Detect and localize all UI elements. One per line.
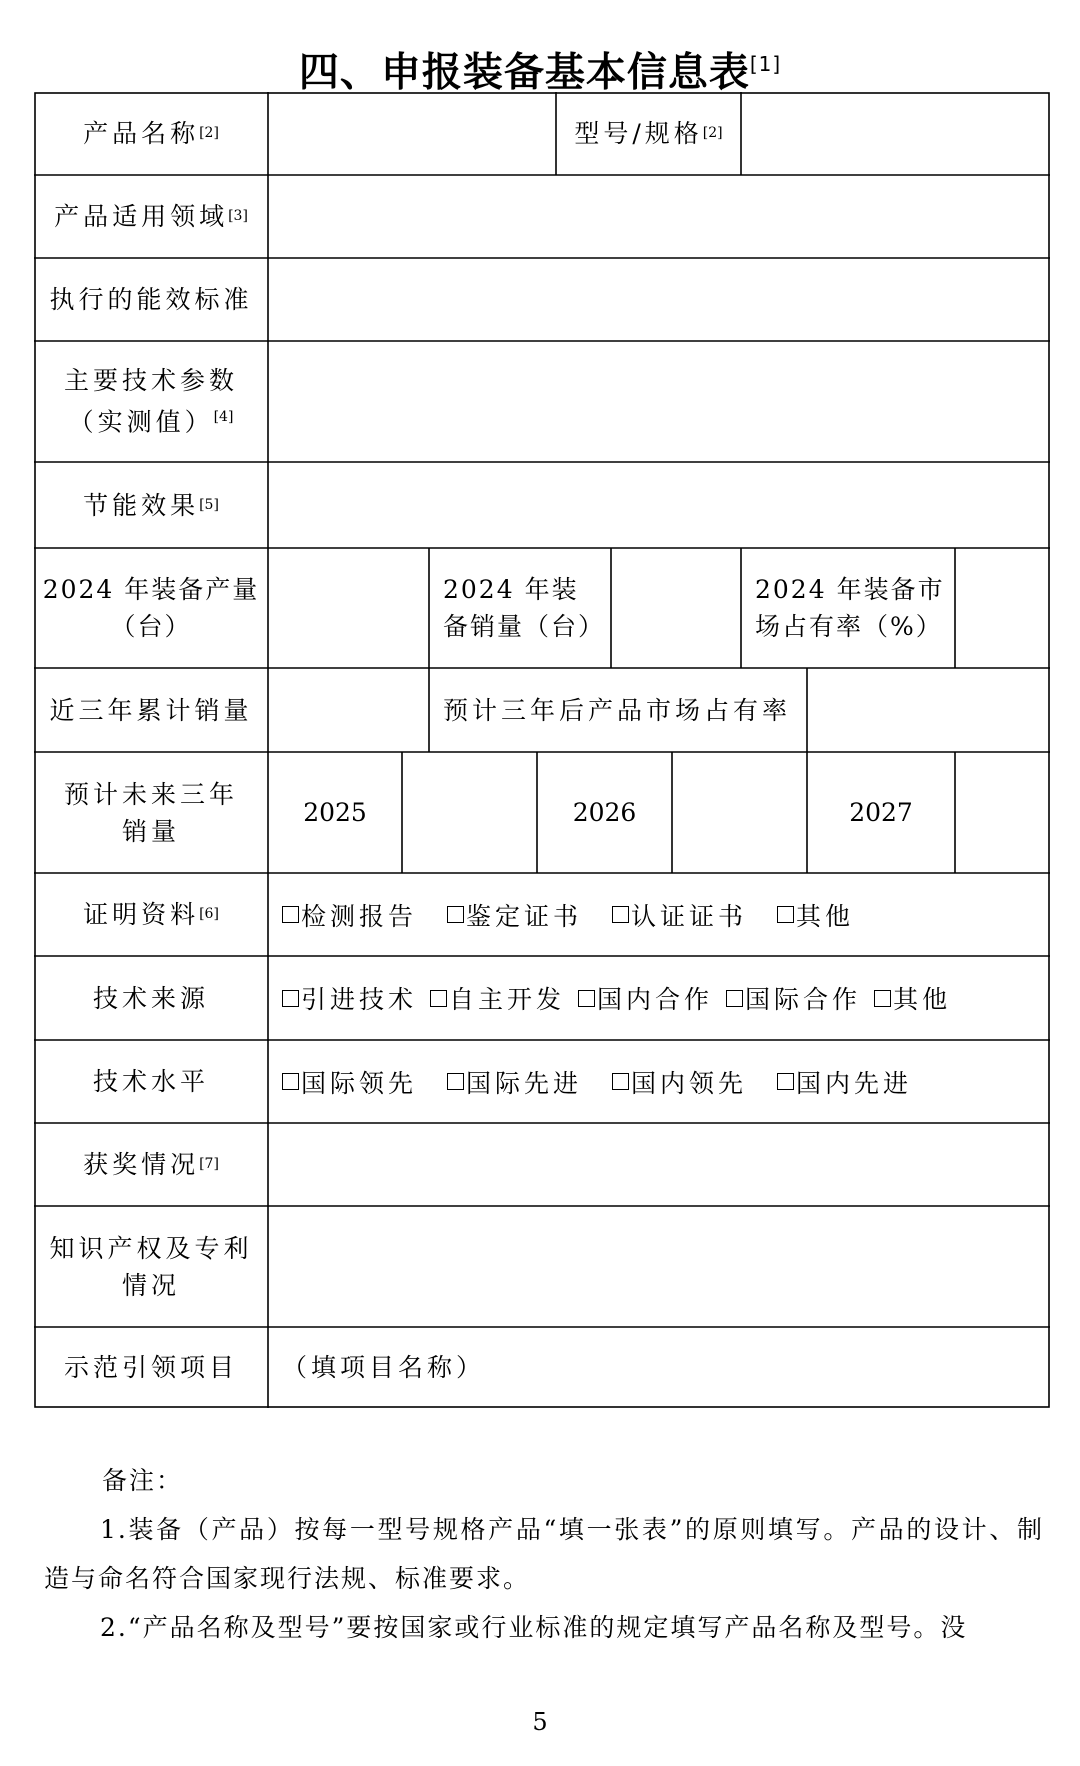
option-label: 认证证书 — [631, 901, 748, 931]
option-certification[interactable] — [612, 897, 747, 933]
tech-params-field[interactable] — [268, 341, 1050, 462]
option-label: 国内领先 — [631, 1068, 748, 1098]
demo-project-label: 示范引领项目 — [63, 1353, 238, 1382]
option-label: 检测报告 — [301, 901, 418, 931]
checkbox-icon[interactable] — [726, 990, 743, 1007]
forecast-share-label: 预计三年后产品市场占有率 — [443, 695, 792, 725]
notes-section — [44, 1456, 1044, 1652]
option-label: 其他 — [796, 901, 855, 931]
ip-patents-field[interactable] — [268, 1206, 1050, 1327]
certificates-label-text: 证明资料 — [83, 900, 200, 929]
product-name-footnote-ref: [2] — [199, 125, 219, 141]
notes-heading: 备注： — [102, 1466, 184, 1495]
tech-source-label: 技术来源 — [92, 983, 209, 1013]
checkbox-icon[interactable] — [578, 990, 595, 1007]
option-label: 其他 — [893, 985, 952, 1014]
sales-2027-field[interactable] — [955, 752, 1050, 873]
sales-2025-field[interactable] — [402, 752, 537, 873]
option-label: 国际先进 — [466, 1068, 583, 1098]
option-label: 国际领先 — [301, 1068, 418, 1098]
awards-label-text: 获奖情况 — [83, 1150, 200, 1179]
checkbox-icon[interactable] — [777, 906, 794, 923]
checkbox-icon[interactable] — [777, 1073, 794, 1090]
application-field-label-text: 产品适用领域 — [54, 202, 229, 231]
checkbox-icon[interactable] — [447, 906, 464, 923]
checkbox-icon[interactable] — [282, 990, 299, 1007]
energy-saving-label — [34, 462, 268, 548]
application-field-label — [34, 175, 268, 258]
title-text: 四、申报装备基本信息表 — [298, 49, 750, 96]
year-2026-label: 2026 — [572, 798, 637, 827]
market-share-2024-field[interactable] — [955, 548, 1050, 668]
efficiency-standard-field[interactable] — [268, 258, 1050, 341]
checkbox-icon[interactable] — [282, 1073, 299, 1090]
output-2024-label: 2024 年装备产量（台） — [42, 575, 260, 641]
checkbox-icon[interactable] — [447, 1073, 464, 1090]
option-label: 国际合作 — [745, 985, 862, 1014]
checkbox-icon[interactable] — [612, 1073, 629, 1090]
future-sales-label: 预计未来三年销量 — [63, 779, 238, 846]
option-other[interactable] — [777, 897, 854, 933]
cumulative-sales-field[interactable] — [268, 668, 429, 752]
forecast-share-field[interactable] — [807, 668, 1050, 752]
certificates-footnote-ref: [6] — [199, 906, 219, 922]
tech-params-label — [58, 341, 244, 462]
option-intl-leading[interactable] — [282, 1064, 417, 1100]
checkbox-icon[interactable] — [612, 906, 629, 923]
title-footnote-ref: [1] — [749, 52, 782, 76]
application-field-input[interactable] — [268, 175, 1050, 258]
tech-source-options — [282, 956, 951, 1040]
model-spec-label-text: 型号/规格 — [574, 119, 703, 148]
product-name-label — [34, 92, 268, 175]
year-2025-label: 2025 — [303, 798, 367, 827]
option-label: 国内先进 — [796, 1068, 913, 1098]
awards-footnote-ref: [7] — [199, 1156, 219, 1172]
tech-level-options — [282, 1040, 912, 1123]
tech-level-label: 技术水平 — [92, 1067, 209, 1096]
page-number: 5 — [532, 1708, 548, 1736]
option-label: 自主开发 — [449, 985, 566, 1014]
sales-2024-field[interactable] — [611, 548, 741, 668]
application-field-footnote-ref: [3] — [228, 208, 248, 224]
note-item-1: 1.装备（产品）按每一型号规格产品“填一张表”的原则填写。产品的设计、制造与命名符合国家现行法规、标准要求。 — [44, 1515, 1044, 1593]
note-item-2: 2.“产品名称及型号”要按国家或行业标准的规定填写产品名称及型号。没 — [100, 1613, 968, 1642]
demo-project-field[interactable]: （填项目名称） — [282, 1353, 486, 1382]
option-self-developed[interactable] — [430, 980, 565, 1016]
checkbox-icon[interactable] — [874, 990, 891, 1007]
option-test-report[interactable] — [282, 897, 417, 933]
market-share-2024-label: 2024 年装备市场占有率（%） — [755, 575, 945, 641]
option-intl-advanced[interactable] — [447, 1064, 582, 1100]
awards-field[interactable] — [268, 1123, 1050, 1206]
option-domestic-leading[interactable] — [612, 1064, 747, 1100]
option-intl-coop[interactable] — [726, 980, 861, 1016]
year-2027-label: 2027 — [849, 798, 913, 827]
energy-saving-label-text: 节能效果 — [83, 490, 200, 520]
tech-params-footnote-ref: [4] — [213, 409, 234, 426]
option-label: 国内合作 — [597, 985, 714, 1014]
awards-label — [34, 1123, 268, 1206]
model-spec-label — [556, 92, 741, 175]
option-label: 引进技术 — [301, 985, 418, 1014]
option-imported-tech[interactable] — [282, 980, 417, 1016]
product-name-field[interactable] — [268, 92, 556, 175]
checkbox-icon[interactable] — [282, 906, 299, 923]
model-spec-footnote-ref: [2] — [702, 125, 723, 141]
certificates-options — [282, 873, 854, 956]
sales-2026-field[interactable] — [672, 752, 807, 873]
output-2024-field[interactable] — [268, 548, 429, 668]
ip-patents-label: 知识产权及专利情况 — [49, 1233, 253, 1300]
sales-2024-label: 2024 年装备销量（台） — [443, 575, 606, 641]
efficiency-standard-label: 执行的能效标准 — [49, 285, 253, 314]
equipment-info-table — [34, 92, 1050, 1408]
checkbox-icon[interactable] — [430, 990, 447, 1007]
option-other[interactable] — [874, 980, 951, 1016]
option-domestic-advanced[interactable] — [777, 1064, 912, 1100]
tech-params-label-text: 主要技术参数（实测值） — [63, 366, 238, 437]
product-name-label-text: 产品名称 — [83, 119, 200, 148]
option-domestic-coop[interactable] — [578, 980, 713, 1016]
option-label: 鉴定证书 — [466, 901, 583, 931]
cumulative-sales-label: 近三年累计销量 — [49, 695, 253, 725]
certificates-label — [34, 873, 268, 956]
model-spec-field[interactable] — [741, 92, 1050, 175]
energy-saving-footnote-ref: [5] — [199, 496, 219, 513]
option-appraisal-cert[interactable] — [447, 897, 582, 933]
energy-saving-field[interactable] — [268, 462, 1050, 548]
